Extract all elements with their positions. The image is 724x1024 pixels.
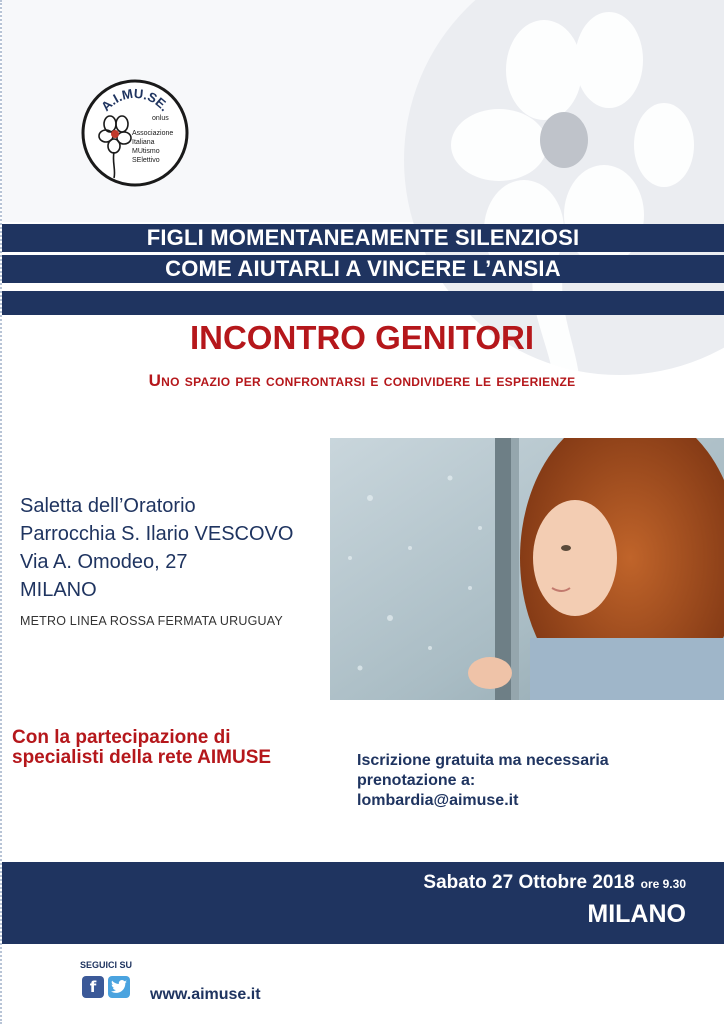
logo-onlus: onlus <box>152 115 169 122</box>
venue-line-3: Via A. Omodeo, 27 <box>20 551 188 573</box>
event-title: INCONTRO GENITORI <box>189 319 535 356</box>
social-links <box>82 976 130 998</box>
logo-line-1: Associazione <box>132 130 174 137</box>
facebook-icon[interactable]: f <box>82 976 104 998</box>
venue-line-2: Parrocchia S. Ilario VESCOVO <box>20 523 294 545</box>
venue-address <box>20 492 293 604</box>
registration-line-2: prenotazione a: <box>357 772 476 789</box>
event-subtitle: Uno spazio per confrontarsi e condividere le esperienze <box>148 371 576 390</box>
header-line-1: FIGLI MOMENTANEAMENTE SILENZIOSI <box>146 225 580 250</box>
schedule-date: Sabato 27 Ottobre 2018 <box>423 872 635 893</box>
aimuse-logo <box>80 78 190 188</box>
venue-line-4: MILANO <box>20 579 97 601</box>
header-band-2 <box>2 255 724 283</box>
specialists-line-2: specialisti della rete AIMUSE <box>12 747 272 768</box>
venue-line-1: Saletta dell’Oratorio <box>20 495 196 517</box>
registration-note <box>357 751 609 811</box>
schedule-time: ore 9.30 <box>640 877 686 891</box>
twitter-icon[interactable] <box>108 976 130 998</box>
metro-info: METRO LINEA ROSSA FERMATA URUGUAY <box>20 614 283 628</box>
header-band-3 <box>2 291 724 315</box>
child-window-photo <box>330 438 724 700</box>
specialists-line-1: Con la partecipazione di <box>12 727 231 748</box>
schedule-band <box>2 862 724 944</box>
specialists-note <box>12 728 271 768</box>
header-band-1 <box>2 224 724 252</box>
logo-line-3: MUtismo <box>132 148 160 155</box>
logo-line-4: SElettivo <box>132 157 160 164</box>
registration-email[interactable]: lombardia@aimuse.it <box>357 792 519 809</box>
logo-arc-text: A.I.MU.SE. <box>98 85 173 115</box>
follow-label: SEGUICI SU <box>80 960 133 970</box>
registration-line-1: Iscrizione gratuita ma necessaria <box>357 752 609 769</box>
schedule-city: MILANO <box>587 900 686 928</box>
header-line-2: COME AIUTARLI A VINCERE L’ANSIA <box>165 256 561 281</box>
schedule-date-line <box>423 872 686 894</box>
logo-line-2: Italiana <box>132 139 155 146</box>
website-link[interactable]: www.aimuse.it <box>150 986 261 1003</box>
